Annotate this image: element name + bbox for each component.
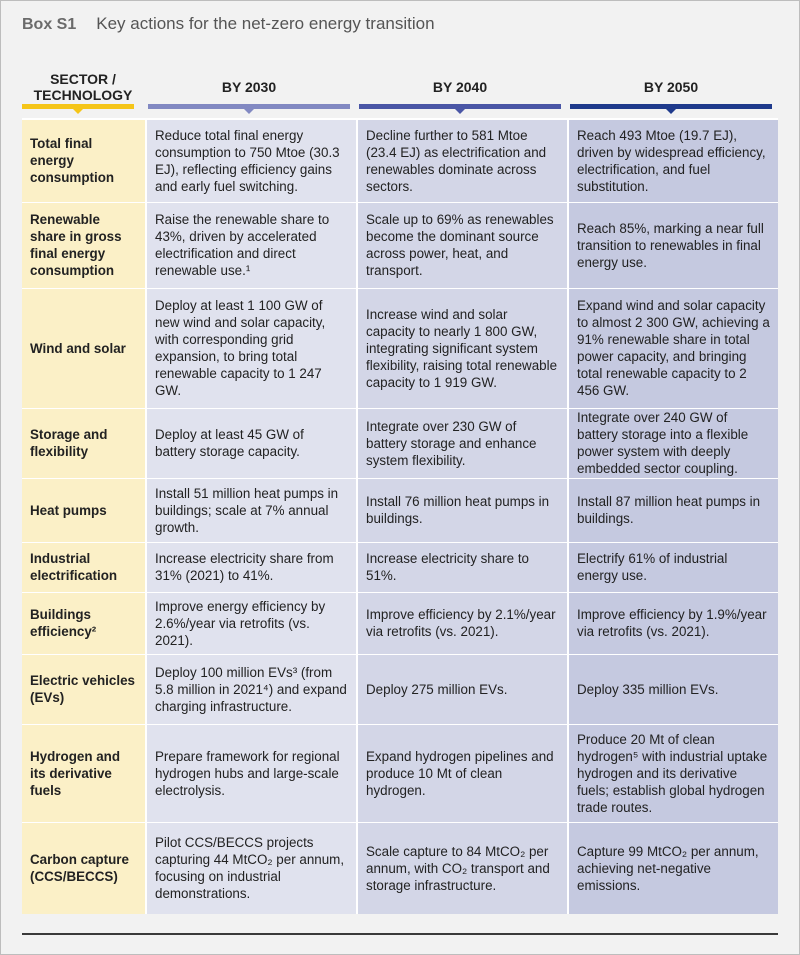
sector-cell: Industrial electrification: [22, 542, 146, 592]
table-row: [22, 288, 778, 408]
action-2040-cell: Increase wind and solar capacity to nearly 1 800 GW, integrating significant system flexibility, raising total renewable capacity to 1 919 GW.: [357, 288, 568, 408]
table-row: [22, 542, 778, 592]
action-2050-cell: Reach 85%, marking a near full transition to renewables in final energy use.: [568, 202, 778, 288]
action-2040-cell: Integrate over 230 GW of battery storage and enhance system flexibility.: [357, 408, 568, 478]
box-title: Key actions for the net-zero energy transition: [96, 14, 435, 33]
action-2050-cell: Install 87 million heat pumps in buildings.: [568, 478, 778, 542]
table-bottom-rule: [22, 933, 778, 935]
box-label: Box S1: [22, 16, 77, 33]
column-header-2050: BY 2050: [643, 79, 699, 95]
action-2030-cell: Pilot CCS/BECCS projects capturing 44 MtCO₂ per annum, focusing on industrial demonstrations.: [146, 822, 357, 914]
table-row: [22, 654, 778, 724]
table-row: [22, 202, 778, 288]
table-row: [22, 822, 778, 914]
action-2050-cell: Capture 99 MtCO₂ per annum, achieving net-negative emissions.: [568, 822, 778, 914]
sector-cell: Hydrogen and its derivative fuels: [22, 724, 146, 822]
sector-cell: Heat pumps: [22, 478, 146, 542]
action-2050-cell: Electrify 61% of industrial energy use.: [568, 542, 778, 592]
column-header-2030: BY 2030: [221, 79, 277, 95]
box-header: [22, 14, 435, 38]
2040-column-accent-bar: [359, 104, 561, 109]
action-2030-cell: Reduce total final energy consumption to 750 Mtoe (30.3 EJ), reflecting efficiency gains and early fuel switching.: [146, 120, 357, 202]
action-2030-cell: Increase electricity share from 31% (2021) to 41%.: [146, 542, 357, 592]
action-2040-cell: Scale up to 69% as renewables become the dominant source across power, heat, and transport.: [357, 202, 568, 288]
action-2050-cell: Deploy 335 million EVs.: [568, 654, 778, 724]
sector-cell: Carbon capture (CCS/BECCS): [22, 822, 146, 914]
action-2050-cell: Improve efficiency by 1.9%/year via retrofits (vs. 2021).: [568, 592, 778, 654]
sector-cell: Renewable share in gross final energy consumption: [22, 202, 146, 288]
sector-cell: Electric vehicles (EVs): [22, 654, 146, 724]
action-2050-cell: Produce 20 Mt of clean hydrogen⁵ with industrial uptake hydrogen and its derivative fuels; establish global hydrogen trade routes.: [568, 724, 778, 822]
table-row: [22, 408, 778, 478]
action-2050-cell: Integrate over 240 GW of battery storage into a flexible power system with deeply embedded sector coupling.: [568, 408, 778, 478]
action-2030-cell: Deploy 100 million EVs³ (from 5.8 million in 2021⁴) and expand charging infrastructure.: [146, 654, 357, 724]
action-2040-cell: Decline further to 581 Mtoe (23.4 EJ) as electrification and renewables dominate across sectors.: [357, 120, 568, 202]
sector-cell: Buildings efficiency²: [22, 592, 146, 654]
column-header-2040: BY 2040: [432, 79, 488, 95]
action-2040-cell: Increase electricity share to 51%.: [357, 542, 568, 592]
table-row: [22, 724, 778, 822]
action-2030-cell: Install 51 million heat pumps in buildings; scale at 7% annual growth.: [146, 478, 357, 542]
column-header-sector: SECTOR / TECHNOLOGY: [33, 71, 133, 103]
table-row: [22, 478, 778, 542]
action-2050-cell: Expand wind and solar capacity to almost 2 300 GW, achieving a 91% renewable share in total power capacity, and bringing total renewable capacity to 2 456 GW.: [568, 288, 778, 408]
2050-column-accent-bar: [570, 104, 772, 109]
2030-column-accent-bar: [148, 104, 350, 109]
action-2030-cell: Deploy at least 45 GW of battery storage capacity.: [146, 408, 357, 478]
action-2030-cell: Prepare framework for regional hydrogen hubs and large-scale electrolysis.: [146, 724, 357, 822]
action-2030-cell: Improve energy efficiency by 2.6%/year via retrofits (vs. 2021).: [146, 592, 357, 654]
action-2040-cell: Expand hydrogen pipelines and produce 10 Mt of clean hydrogen.: [357, 724, 568, 822]
sector-cell: Storage and flexibility: [22, 408, 146, 478]
action-2050-cell: Reach 493 Mtoe (19.7 EJ), driven by widespread efficiency, electrification, and fuel substitution.: [568, 120, 778, 202]
sector-column-accent-bar: [22, 104, 134, 109]
table-row: [22, 592, 778, 654]
action-2040-cell: Scale capture to 84 MtCO₂ per annum, with CO₂ transport and storage infrastructure.: [357, 822, 568, 914]
actions-table: [22, 120, 778, 914]
action-2030-cell: Deploy at least 1 100 GW of new wind and solar capacity, with corresponding grid expansion, to bring total renewable capacity to 1 247 GW.: [146, 288, 357, 408]
sector-cell: Wind and solar: [22, 288, 146, 408]
sector-cell: Total final energy consumption: [22, 120, 146, 202]
action-2030-cell: Raise the renewable share to 43%, driven by accelerated electrification and direct renewable use.¹: [146, 202, 357, 288]
action-2040-cell: Deploy 275 million EVs.: [357, 654, 568, 724]
action-2040-cell: Install 76 million heat pumps in buildings.: [357, 478, 568, 542]
table-row: [22, 120, 778, 202]
action-2040-cell: Improve efficiency by 2.1%/year via retrofits (vs. 2021).: [357, 592, 568, 654]
